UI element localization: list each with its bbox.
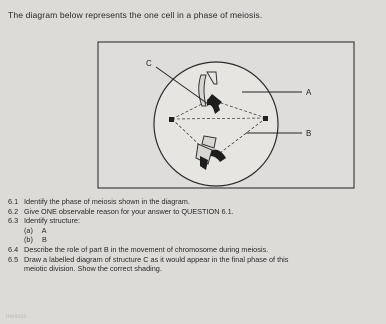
question-list xyxy=(8,197,384,274)
faint-footer-text: meiosis xyxy=(6,314,27,320)
question-number: 6.5 xyxy=(8,254,19,264)
question-number: 6.4 xyxy=(8,244,19,254)
intro-text: The diagram below represents the one cell in a phase of meiosis. xyxy=(8,10,263,20)
label-c: C xyxy=(146,59,152,68)
question-text: Describe the role of part B in the movement of chromosome during meiosis. xyxy=(24,244,269,254)
subpart-label: (b) xyxy=(24,235,33,245)
question-text: Give ONE observable reason for your answer to QUESTION 6.1. xyxy=(24,206,234,216)
question-number: 6.3 xyxy=(8,216,19,226)
subpart-text: A xyxy=(41,225,47,235)
subpart-label: (a) xyxy=(24,225,33,235)
question-6-1 xyxy=(8,197,384,207)
centriole-left xyxy=(169,117,174,122)
question-6-5 xyxy=(8,255,384,265)
question-number: 6.2 xyxy=(8,206,19,216)
cell-membrane xyxy=(154,62,278,186)
question-6-4 xyxy=(8,245,384,255)
subpart-b xyxy=(8,235,384,245)
label-a: A xyxy=(306,88,312,97)
subpart-a xyxy=(8,226,384,236)
label-b: B xyxy=(306,129,312,138)
question-number: 6.1 xyxy=(8,197,19,206)
meiosis-diagram xyxy=(96,40,356,190)
question-text: Identify structure: xyxy=(24,216,80,226)
subpart-text: B xyxy=(42,235,47,245)
question-6-3 xyxy=(8,216,384,226)
centriole-right xyxy=(263,116,268,121)
question-text: Identify the phase of meiosis shown in the diagram. xyxy=(24,197,190,206)
meiosis-cell-drawing xyxy=(96,40,356,190)
question-text: Draw a labelled diagram of structure C as it would appear in the final phase of this xyxy=(24,254,289,264)
question-6-5-continuation: meiotic division. Show the correct shading. xyxy=(24,264,162,274)
question-6-2 xyxy=(8,207,384,217)
